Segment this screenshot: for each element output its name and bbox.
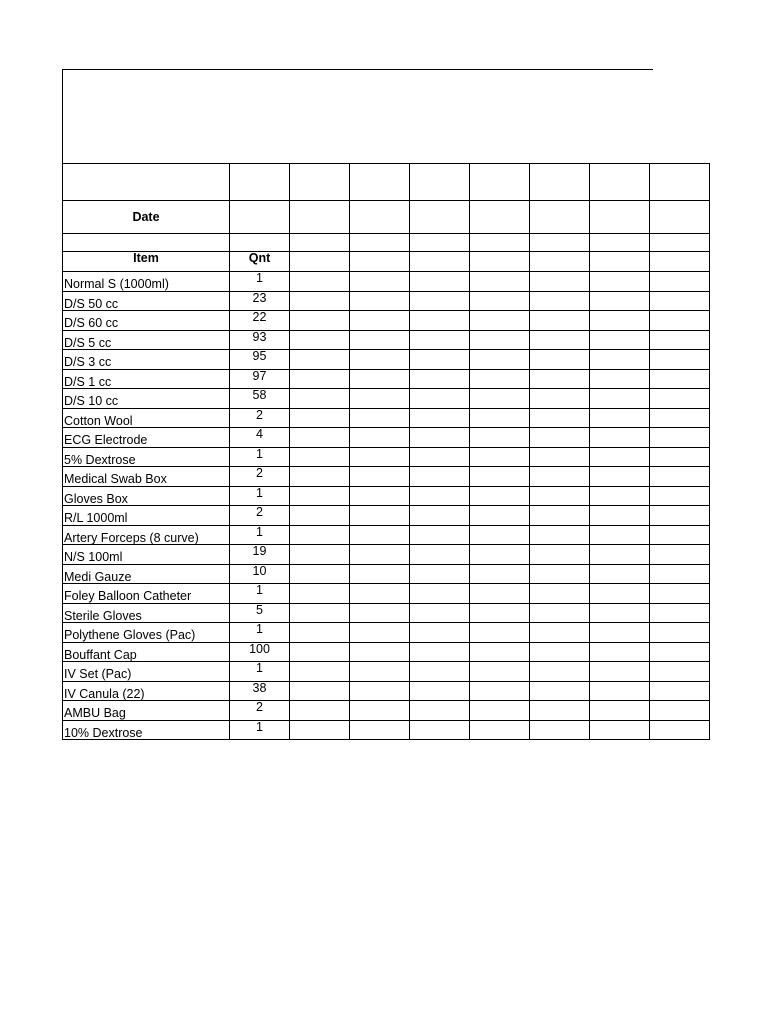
daily-count-cell[interactable] — [590, 350, 650, 370]
date-cell[interactable] — [350, 201, 410, 234]
daily-count-cell[interactable] — [590, 428, 650, 448]
blank-row — [63, 164, 710, 201]
item-name-cell[interactable]: Normal S (1000ml) — [63, 272, 230, 292]
inventory-table — [62, 163, 710, 740]
item-name-cell[interactable]: Gloves Box — [63, 486, 230, 506]
daily-count-cell[interactable] — [590, 486, 650, 506]
item-name-cell[interactable]: Bouffant Cap — [63, 642, 230, 662]
item-name-cell[interactable]: 5% Dextrose — [63, 447, 230, 467]
blank-cell[interactable] — [63, 164, 230, 201]
daily-count-cell[interactable] — [590, 369, 650, 389]
daily-count-cell[interactable] — [590, 330, 650, 350]
daily-count-cell[interactable] — [290, 603, 350, 623]
daily-count-cell[interactable] — [470, 701, 530, 721]
daily-count-cell[interactable] — [530, 720, 590, 740]
item-qnt-cell[interactable]: 23 — [230, 291, 290, 311]
daily-count-cell[interactable] — [290, 330, 350, 350]
daily-count-cell[interactable] — [530, 642, 590, 662]
daily-count-cell[interactable] — [650, 681, 710, 701]
daily-count-cell[interactable] — [410, 525, 470, 545]
daily-count-cell[interactable] — [350, 330, 410, 350]
inventory-sheet — [62, 69, 654, 741]
daily-count-cell[interactable] — [410, 720, 470, 740]
table-row — [63, 467, 710, 487]
blank-cell[interactable] — [650, 234, 710, 252]
table-row — [63, 428, 710, 448]
daily-count-cell[interactable] — [410, 564, 470, 584]
blank-cell[interactable] — [590, 234, 650, 252]
item-name-cell[interactable]: AMBU Bag — [63, 701, 230, 721]
daily-count-cell[interactable] — [410, 408, 470, 428]
daily-count-cell[interactable] — [590, 701, 650, 721]
daily-count-cell[interactable] — [290, 525, 350, 545]
daily-count-cell[interactable] — [290, 506, 350, 526]
table-row — [63, 447, 710, 467]
daily-count-cell[interactable] — [290, 662, 350, 682]
item-name-cell[interactable]: Sterile Gloves — [63, 603, 230, 623]
date-cell[interactable] — [410, 201, 470, 234]
daily-count-cell[interactable] — [650, 564, 710, 584]
daily-count-cell[interactable] — [290, 350, 350, 370]
daily-count-cell[interactable] — [350, 642, 410, 662]
item-qnt-cell[interactable]: 58 — [230, 389, 290, 409]
table-row — [63, 330, 710, 350]
table-row — [63, 350, 710, 370]
daily-count-cell[interactable] — [470, 350, 530, 370]
blank-cell[interactable] — [410, 164, 470, 201]
daily-count-cell[interactable] — [650, 447, 710, 467]
date-cell[interactable] — [290, 201, 350, 234]
item-name-cell[interactable]: D/S 1 cc — [63, 369, 230, 389]
daily-count-cell[interactable] — [590, 506, 650, 526]
daily-count-cell[interactable] — [350, 525, 410, 545]
daily-count-cell[interactable] — [470, 662, 530, 682]
item-qnt-cell[interactable]: 38 — [230, 681, 290, 701]
daily-count-cell[interactable] — [590, 642, 650, 662]
daily-count-cell[interactable] — [350, 291, 410, 311]
item-qnt-cell[interactable]: 4 — [230, 428, 290, 448]
daily-count-cell[interactable] — [590, 681, 650, 701]
item-qnt-cell[interactable]: 5 — [230, 603, 290, 623]
qnt-column-header: Qnt — [230, 252, 290, 272]
daily-count-cell[interactable] — [410, 389, 470, 409]
table-row — [63, 506, 710, 526]
daily-count-cell[interactable] — [590, 525, 650, 545]
item-qnt-cell[interactable]: 19 — [230, 545, 290, 565]
header-cell[interactable] — [350, 252, 410, 272]
daily-count-cell[interactable] — [410, 603, 470, 623]
daily-count-cell[interactable] — [650, 545, 710, 565]
item-qnt-cell[interactable]: 95 — [230, 350, 290, 370]
daily-count-cell[interactable] — [350, 603, 410, 623]
table-row — [63, 623, 710, 643]
item-name-cell[interactable]: Medical Swab Box — [63, 467, 230, 487]
daily-count-cell[interactable] — [410, 447, 470, 467]
daily-count-cell[interactable] — [470, 311, 530, 331]
daily-count-cell[interactable] — [290, 681, 350, 701]
daily-count-cell[interactable] — [530, 603, 590, 623]
item-qnt-cell[interactable]: 22 — [230, 311, 290, 331]
daily-count-cell[interactable] — [650, 720, 710, 740]
daily-count-cell[interactable] — [530, 584, 590, 604]
daily-count-cell[interactable] — [530, 623, 590, 643]
daily-count-cell[interactable] — [410, 545, 470, 565]
daily-count-cell[interactable] — [650, 506, 710, 526]
daily-count-cell[interactable] — [530, 564, 590, 584]
item-qnt-cell[interactable]: 100 — [230, 642, 290, 662]
daily-count-cell[interactable] — [410, 291, 470, 311]
daily-count-cell[interactable] — [410, 662, 470, 682]
item-name-cell[interactable]: R/L 1000ml — [63, 506, 230, 526]
daily-count-cell[interactable] — [410, 330, 470, 350]
daily-count-cell[interactable] — [530, 389, 590, 409]
daily-count-cell[interactable] — [530, 350, 590, 370]
date-cell[interactable] — [650, 201, 710, 234]
daily-count-cell[interactable] — [350, 506, 410, 526]
daily-count-cell[interactable] — [470, 428, 530, 448]
daily-count-cell[interactable] — [530, 662, 590, 682]
item-name-cell[interactable]: Foley Balloon Catheter — [63, 584, 230, 604]
daily-count-cell[interactable] — [470, 486, 530, 506]
item-qnt-cell[interactable]: 1 — [230, 623, 290, 643]
blank-cell[interactable] — [230, 164, 290, 201]
date-label: Date — [63, 201, 230, 234]
daily-count-cell[interactable] — [470, 545, 530, 565]
item-qnt-cell[interactable]: 2 — [230, 506, 290, 526]
table-row — [63, 369, 710, 389]
daily-count-cell[interactable] — [410, 584, 470, 604]
daily-count-cell[interactable] — [410, 681, 470, 701]
daily-count-cell[interactable] — [290, 701, 350, 721]
daily-count-cell[interactable] — [470, 681, 530, 701]
header-cell[interactable] — [650, 252, 710, 272]
daily-count-cell[interactable] — [410, 369, 470, 389]
blank-cell[interactable] — [590, 164, 650, 201]
item-qnt-cell[interactable]: 1 — [230, 447, 290, 467]
daily-count-cell[interactable] — [530, 447, 590, 467]
blank-cell[interactable] — [290, 164, 350, 201]
blank-cell[interactable] — [650, 164, 710, 201]
daily-count-cell[interactable] — [530, 486, 590, 506]
header-cell[interactable] — [290, 252, 350, 272]
item-column-header: Item — [63, 252, 230, 272]
daily-count-cell[interactable] — [650, 642, 710, 662]
date-cell[interactable] — [470, 201, 530, 234]
daily-count-cell[interactable] — [470, 506, 530, 526]
daily-count-cell[interactable] — [410, 701, 470, 721]
daily-count-cell[interactable] — [650, 662, 710, 682]
daily-count-cell[interactable] — [470, 291, 530, 311]
daily-count-cell[interactable] — [530, 291, 590, 311]
daily-count-cell[interactable] — [470, 623, 530, 643]
daily-count-cell[interactable] — [590, 603, 650, 623]
blank-cell[interactable] — [63, 234, 230, 252]
daily-count-cell[interactable] — [290, 272, 350, 292]
table-row — [63, 545, 710, 565]
table-row — [63, 603, 710, 623]
blank-cell[interactable] — [230, 234, 290, 252]
daily-count-cell[interactable] — [410, 486, 470, 506]
item-qnt-cell[interactable]: 1 — [230, 525, 290, 545]
daily-count-cell[interactable] — [290, 311, 350, 331]
item-name-cell[interactable]: IV Canula (22) — [63, 681, 230, 701]
daily-count-cell[interactable] — [290, 642, 350, 662]
daily-count-cell[interactable] — [650, 369, 710, 389]
table-row — [63, 701, 710, 721]
daily-count-cell[interactable] — [590, 720, 650, 740]
date-cell[interactable] — [590, 201, 650, 234]
daily-count-cell[interactable] — [590, 623, 650, 643]
daily-count-cell[interactable] — [470, 447, 530, 467]
daily-count-cell[interactable] — [650, 272, 710, 292]
table-row — [63, 584, 710, 604]
daily-count-cell[interactable] — [650, 350, 710, 370]
blank-cell[interactable] — [530, 164, 590, 201]
daily-count-cell[interactable] — [530, 330, 590, 350]
item-name-cell[interactable]: 10% Dextrose — [63, 720, 230, 740]
daily-count-cell[interactable] — [590, 447, 650, 467]
daily-count-cell[interactable] — [350, 408, 410, 428]
daily-count-cell[interactable] — [470, 564, 530, 584]
daily-count-cell[interactable] — [530, 428, 590, 448]
daily-count-cell[interactable] — [650, 291, 710, 311]
item-qnt-cell[interactable]: 2 — [230, 408, 290, 428]
daily-count-cell[interactable] — [290, 564, 350, 584]
daily-count-cell[interactable] — [290, 486, 350, 506]
daily-count-cell[interactable] — [650, 486, 710, 506]
daily-count-cell[interactable] — [590, 311, 650, 331]
item-qnt-cell[interactable]: 10 — [230, 564, 290, 584]
item-name-cell[interactable]: D/S 10 cc — [63, 389, 230, 409]
daily-count-cell[interactable] — [350, 623, 410, 643]
blank-cell[interactable] — [470, 234, 530, 252]
item-name-cell[interactable]: ECG Electrode — [63, 428, 230, 448]
item-name-cell[interactable]: Polythene Gloves (Pac) — [63, 623, 230, 643]
daily-count-cell[interactable] — [350, 311, 410, 331]
daily-count-cell[interactable] — [290, 389, 350, 409]
daily-count-cell[interactable] — [530, 272, 590, 292]
header-cell[interactable] — [530, 252, 590, 272]
item-qnt-cell[interactable]: 1 — [230, 584, 290, 604]
daily-count-cell[interactable] — [470, 389, 530, 409]
item-qnt-cell[interactable]: 1 — [230, 486, 290, 506]
daily-count-cell[interactable] — [470, 272, 530, 292]
daily-count-cell[interactable] — [350, 584, 410, 604]
daily-count-cell[interactable] — [350, 545, 410, 565]
daily-count-cell[interactable] — [650, 389, 710, 409]
item-qnt-cell[interactable]: 1 — [230, 272, 290, 292]
daily-count-cell[interactable] — [650, 584, 710, 604]
daily-count-cell[interactable] — [530, 681, 590, 701]
table-row — [63, 272, 710, 292]
daily-count-cell[interactable] — [410, 428, 470, 448]
item-name-cell[interactable]: Cotton Wool — [63, 408, 230, 428]
daily-count-cell[interactable] — [350, 681, 410, 701]
daily-count-cell[interactable] — [470, 369, 530, 389]
item-name-cell[interactable]: Artery Forceps (8 curve) — [63, 525, 230, 545]
item-qnt-cell[interactable]: 93 — [230, 330, 290, 350]
daily-count-cell[interactable] — [530, 506, 590, 526]
header-row — [63, 252, 710, 272]
daily-count-cell[interactable] — [530, 467, 590, 487]
daily-count-cell[interactable] — [590, 408, 650, 428]
item-qnt-cell[interactable]: 97 — [230, 369, 290, 389]
sheet-title-area — [62, 69, 653, 163]
inventory-table-body — [63, 164, 710, 740]
item-name-cell[interactable]: D/S 5 cc — [63, 330, 230, 350]
daily-count-cell[interactable] — [590, 545, 650, 565]
daily-count-cell[interactable] — [650, 467, 710, 487]
blank-cell[interactable] — [470, 164, 530, 201]
daily-count-cell[interactable] — [350, 428, 410, 448]
table-row — [63, 564, 710, 584]
item-name-cell[interactable]: N/S 100ml — [63, 545, 230, 565]
table-row — [63, 681, 710, 701]
daily-count-cell[interactable] — [650, 701, 710, 721]
daily-count-cell[interactable] — [590, 272, 650, 292]
daily-count-cell[interactable] — [590, 584, 650, 604]
daily-count-cell[interactable] — [470, 467, 530, 487]
daily-count-cell[interactable] — [650, 525, 710, 545]
daily-count-cell[interactable] — [350, 447, 410, 467]
item-name-cell[interactable]: D/S 50 cc — [63, 291, 230, 311]
daily-count-cell[interactable] — [650, 623, 710, 643]
daily-count-cell[interactable] — [470, 408, 530, 428]
daily-count-cell[interactable] — [350, 701, 410, 721]
daily-count-cell[interactable] — [650, 408, 710, 428]
daily-count-cell[interactable] — [650, 603, 710, 623]
daily-count-cell[interactable] — [410, 642, 470, 662]
daily-count-cell[interactable] — [290, 428, 350, 448]
blank-row — [63, 234, 710, 252]
daily-count-cell[interactable] — [410, 350, 470, 370]
daily-count-cell[interactable] — [410, 311, 470, 331]
daily-count-cell[interactable] — [470, 584, 530, 604]
header-cell[interactable] — [470, 252, 530, 272]
blank-cell[interactable] — [350, 234, 410, 252]
daily-count-cell[interactable] — [530, 545, 590, 565]
daily-count-cell[interactable] — [470, 603, 530, 623]
table-row — [63, 525, 710, 545]
item-qnt-cell[interactable]: 2 — [230, 701, 290, 721]
daily-count-cell[interactable] — [290, 720, 350, 740]
table-row — [63, 311, 710, 331]
daily-count-cell[interactable] — [350, 369, 410, 389]
daily-count-cell[interactable] — [290, 623, 350, 643]
daily-count-cell[interactable] — [530, 408, 590, 428]
daily-count-cell[interactable] — [530, 701, 590, 721]
daily-count-cell[interactable] — [590, 662, 650, 682]
daily-count-cell[interactable] — [350, 272, 410, 292]
daily-count-cell[interactable] — [350, 564, 410, 584]
daily-count-cell[interactable] — [350, 662, 410, 682]
daily-count-cell[interactable] — [410, 467, 470, 487]
daily-count-cell[interactable] — [650, 311, 710, 331]
daily-count-cell[interactable] — [290, 545, 350, 565]
item-qnt-cell[interactable]: 1 — [230, 720, 290, 740]
blank-cell[interactable] — [530, 234, 590, 252]
date-cell[interactable] — [230, 201, 290, 234]
table-row — [63, 642, 710, 662]
daily-count-cell[interactable] — [530, 525, 590, 545]
table-row — [63, 291, 710, 311]
item-name-cell[interactable]: D/S 60 cc — [63, 311, 230, 331]
daily-count-cell[interactable] — [410, 623, 470, 643]
blank-cell[interactable] — [290, 234, 350, 252]
blank-cell[interactable] — [350, 164, 410, 201]
daily-count-cell[interactable] — [590, 291, 650, 311]
blank-cell[interactable] — [410, 234, 470, 252]
daily-count-cell[interactable] — [650, 330, 710, 350]
daily-count-cell[interactable] — [410, 272, 470, 292]
daily-count-cell[interactable] — [470, 642, 530, 662]
daily-count-cell[interactable] — [590, 467, 650, 487]
daily-count-cell[interactable] — [350, 720, 410, 740]
daily-count-cell[interactable] — [470, 330, 530, 350]
table-row — [63, 662, 710, 682]
daily-count-cell[interactable] — [530, 369, 590, 389]
item-qnt-cell[interactable]: 2 — [230, 467, 290, 487]
date-cell[interactable] — [530, 201, 590, 234]
daily-count-cell[interactable] — [290, 369, 350, 389]
item-name-cell[interactable]: D/S 3 cc — [63, 350, 230, 370]
header-cell[interactable] — [590, 252, 650, 272]
daily-count-cell[interactable] — [290, 584, 350, 604]
daily-count-cell[interactable] — [470, 720, 530, 740]
daily-count-cell[interactable] — [350, 467, 410, 487]
daily-count-cell[interactable] — [290, 467, 350, 487]
daily-count-cell[interactable] — [410, 506, 470, 526]
daily-count-cell[interactable] — [470, 525, 530, 545]
daily-count-cell[interactable] — [590, 389, 650, 409]
daily-count-cell[interactable] — [290, 408, 350, 428]
daily-count-cell[interactable] — [350, 389, 410, 409]
daily-count-cell[interactable] — [290, 447, 350, 467]
daily-count-cell[interactable] — [590, 564, 650, 584]
daily-count-cell[interactable] — [350, 486, 410, 506]
header-cell[interactable] — [410, 252, 470, 272]
daily-count-cell[interactable] — [350, 350, 410, 370]
table-row — [63, 389, 710, 409]
item-qnt-cell[interactable]: 1 — [230, 662, 290, 682]
daily-count-cell[interactable] — [530, 311, 590, 331]
daily-count-cell[interactable] — [290, 291, 350, 311]
table-row — [63, 720, 710, 740]
table-row — [63, 486, 710, 506]
table-row — [63, 408, 710, 428]
item-name-cell[interactable]: Medi Gauze — [63, 564, 230, 584]
daily-count-cell[interactable] — [650, 428, 710, 448]
date-row — [63, 201, 710, 234]
item-name-cell[interactable]: IV Set (Pac) — [63, 662, 230, 682]
